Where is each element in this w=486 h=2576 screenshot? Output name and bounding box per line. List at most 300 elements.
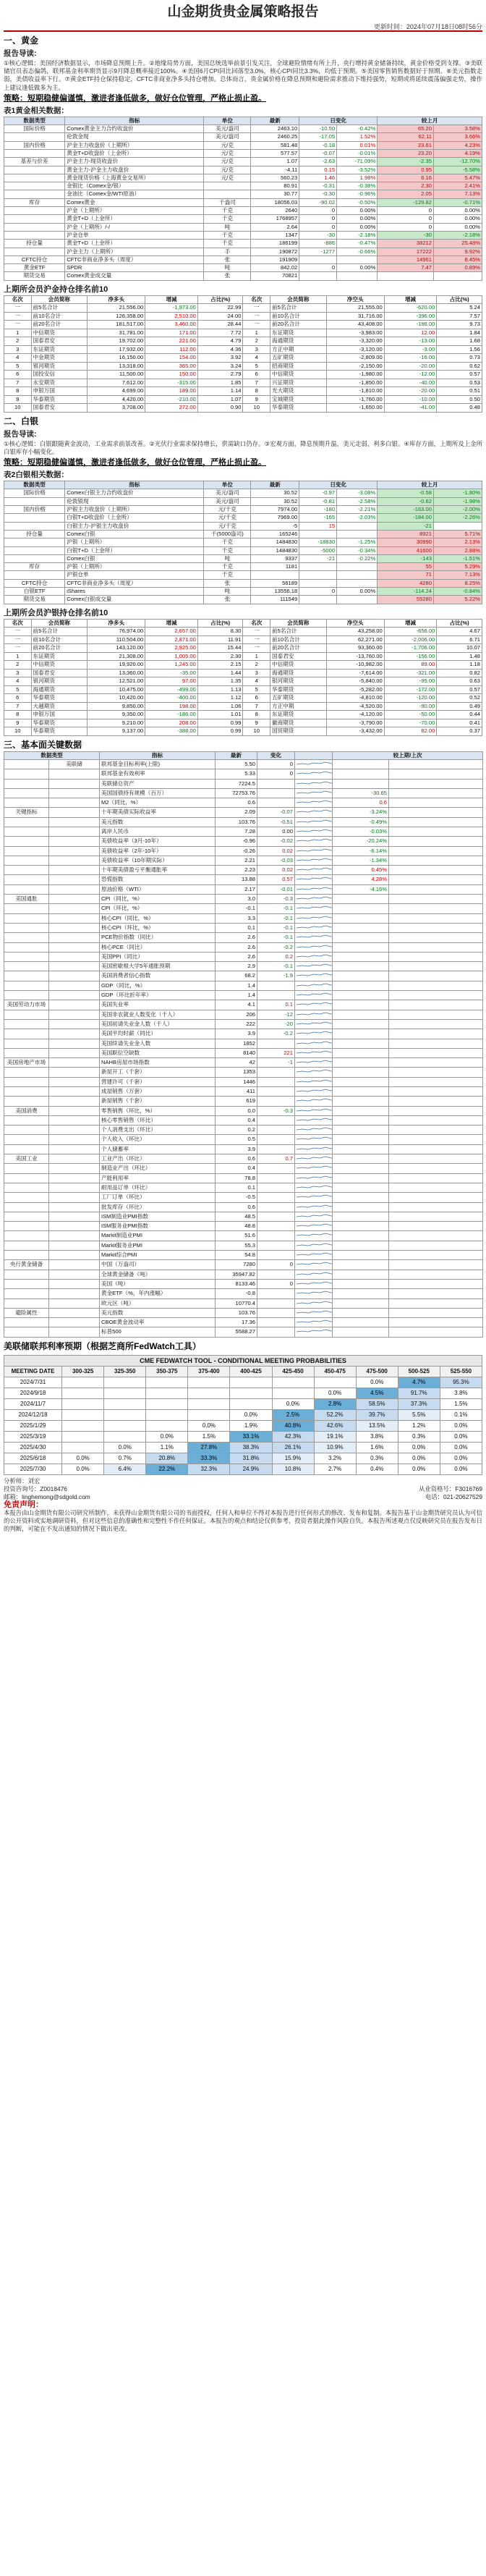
silver-rank-cell: 东证期货	[31, 652, 88, 661]
macro-sparkline	[295, 884, 333, 894]
macro-cell-c: 核心CPI（同比，%）	[100, 913, 216, 923]
gold-rank-cell: 东证期货	[31, 345, 88, 354]
macro-row	[4, 1173, 483, 1183]
macro-table-header: 数据类型 指标 最新 变化 较上期/上次	[4, 751, 483, 759]
silver-rank-cell: 五矿期货	[270, 694, 327, 703]
macro-change-bar	[389, 769, 483, 779]
macro-row	[4, 1279, 483, 1288]
macro-cell-p	[333, 1135, 389, 1144]
gold-cell-m: 9.92%	[433, 248, 482, 256]
silver-rank-cell: 2,871.00	[145, 635, 198, 644]
gold-rank-cell: 一	[4, 321, 32, 329]
fedwatch-prob-cell	[62, 1442, 104, 1453]
silver-cell-ind: Comex白银主力合约收盘价	[65, 489, 204, 497]
gold-cell-last: 1768957	[251, 215, 299, 223]
silver-rank-cell: 3	[4, 669, 32, 677]
macro-cell-v: 4.1	[216, 1000, 257, 1010]
gold-cell-unit: 吨	[204, 264, 251, 272]
gold-rank-cell: -210.00	[145, 395, 198, 404]
macro-sparkline	[295, 1270, 333, 1279]
macro-cell-p	[333, 991, 389, 1000]
macro-change-bar	[389, 1000, 483, 1010]
silver-rank-cell: 银河期货	[31, 677, 88, 686]
gold-cell-m: 0.00%	[433, 215, 482, 223]
macro-change-bar	[389, 875, 483, 884]
disclaimer-text: 本报告由山金期货有限公司研究所制作，未获得山金期货有限公司的书面授权，任何人和单位不得对本报告进行任何形式的修改、发布和复制。本报告基于山金期货研究员认为可信的公开资料或实地调研资料，但对这些信息的准确性和完整性不作任何保证。本报告的观点和结论仅供参考，投资者据此操作风险自负。本报告所述观点仅反映研究员在报告发布日的判断，可能在不发出通知的情况下做出更改。	[4, 1508, 482, 1533]
silver-row	[4, 489, 482, 497]
macro-cell-ch	[257, 1202, 295, 1212]
silver-cell-unit: 千克	[204, 546, 251, 554]
macro-sparkline	[295, 1298, 333, 1308]
gold-cell-cat	[4, 231, 65, 239]
macro-cell-v: 78.8	[216, 1173, 257, 1183]
macro-cell-ch	[257, 1298, 295, 1308]
gold-cell-w: 0.00%	[337, 223, 378, 231]
silver-cell-cat: 国际价格	[4, 489, 65, 497]
invest-consult-no: 投资咨询号：Z0018476	[4, 1485, 67, 1492]
macro-cell-a	[4, 1241, 49, 1250]
macro-cell-v: 48.8	[216, 1222, 257, 1231]
macro-cell-ch: -0.02	[257, 837, 295, 846]
macro-change-bar	[389, 866, 483, 875]
macro-row	[4, 1318, 483, 1327]
silver-cell-d	[299, 596, 337, 604]
silver-cell-cat	[4, 522, 65, 530]
gold-rank-cell: -3,983.00	[326, 329, 384, 337]
gold-rank-cell: 中信期货	[31, 329, 88, 337]
gold-rank-cell: 3,708.00	[88, 404, 145, 413]
fedwatch-prob-cell	[188, 1409, 230, 1420]
gold-rank-cell: 华泰期货	[270, 404, 327, 413]
macro-cell-a	[4, 971, 49, 981]
silver-rank-cell: 9,850.00	[88, 702, 145, 711]
silver-rank-cell: 208.00	[145, 719, 198, 727]
gold-cell-m: 3.66%	[433, 133, 482, 141]
silver-cell-ind: CFTC非商业净多头（周度）	[65, 579, 204, 587]
macro-row	[4, 933, 483, 942]
silver-rank-cell: 前20名合计	[31, 644, 88, 653]
macro-cell-c: PCE物价指数（同比）	[100, 933, 216, 942]
macro-sparkline	[295, 1039, 333, 1048]
gold-rank-cell: 0.51	[437, 387, 482, 396]
report-footer	[4, 1477, 482, 1534]
silver-cell-unit: 张	[204, 579, 251, 587]
fedwatch-prob-cell	[188, 1398, 230, 1409]
gold-rank-cell: 1	[4, 329, 32, 337]
fedwatch-prob-cell: 0.0%	[440, 1420, 482, 1431]
fedwatch-prob-cell: 52.2%	[314, 1409, 356, 1420]
macro-cell-v: 2.09	[216, 808, 257, 817]
macro-cell-a	[4, 1318, 49, 1327]
fedwatch-row	[4, 1388, 482, 1398]
silver-cell-cat	[4, 539, 65, 546]
gold-row	[4, 223, 482, 231]
silver-rank-cell: 110,504.00	[88, 635, 145, 644]
macro-cell-p	[333, 1260, 389, 1270]
silver-rank-hd-cell: 占比(%)	[197, 619, 243, 628]
macro-cell-v: 51.6	[216, 1231, 257, 1241]
macro-cell-b	[49, 837, 100, 846]
gold-rank-cell: 申银万国	[31, 387, 88, 396]
macro-cell-b	[49, 1193, 100, 1202]
macro-sparkline	[295, 971, 333, 981]
macro-change-bar	[389, 1222, 483, 1231]
macro-row	[4, 1193, 483, 1202]
gold-rank-cell: 21,556.00	[88, 304, 145, 313]
gold-row	[4, 166, 482, 174]
macro-cell-v: 55.3	[216, 1241, 257, 1250]
fedwatch-table	[4, 1355, 482, 1475]
gold-row	[4, 141, 482, 149]
silver-rank-cell: -70.00	[384, 719, 437, 727]
gold-rank-cell: -13.00	[384, 337, 437, 346]
gold-rank-cell: 7.57	[437, 312, 482, 321]
macro-row	[4, 788, 483, 798]
macro-cell-c: 美国非农就业人数变化（千人）	[100, 1010, 216, 1019]
macro-cell-a	[4, 788, 49, 798]
silver-cell-d	[299, 579, 337, 587]
macro-row	[4, 1126, 483, 1135]
macro-cell-v: 0.0	[216, 1106, 257, 1115]
macro-cell-c: Markit服务业PMI	[100, 1241, 216, 1250]
fedwatch-hd-cell: 375-400	[188, 1366, 230, 1377]
macro-cell-v: 5588.27	[216, 1327, 257, 1337]
macro-cell-c: 新屋销售（千套）	[100, 1097, 216, 1106]
silver-cell-d: -18830	[299, 539, 337, 546]
macro-cell-ch	[257, 1164, 295, 1173]
macro-row	[4, 1068, 483, 1077]
macro-cell-c: 美国PPI（同比）	[100, 952, 216, 961]
gold-data-table	[4, 117, 482, 281]
gold-cell-w2: 17222	[378, 248, 434, 256]
silver-cell-m: -0.84%	[433, 588, 482, 596]
fedwatch-prob-cell: 95.3%	[440, 1377, 482, 1388]
macro-change-bar	[389, 808, 483, 817]
silver-cell-w2: 8921	[378, 530, 434, 538]
gold-cell-w: -2.18%	[337, 231, 378, 239]
gold-rank-cell: 21,555.00	[326, 304, 384, 313]
macro-cell-ch: 0	[257, 759, 295, 769]
silver-rank-cell: 15.44	[197, 644, 243, 653]
macro-cell-v: 13.88	[216, 875, 257, 884]
macro-cell-b	[49, 1164, 100, 1173]
gold-cell-w2: 23.20	[378, 150, 434, 158]
macro-cell-a	[4, 1048, 49, 1057]
macro-cell-a: 美国通胀	[4, 895, 49, 904]
macro-sparkline	[295, 1279, 333, 1288]
gold-cell-w2: 0	[378, 223, 434, 231]
macro-cell-a	[4, 827, 49, 836]
gold-cell-unit: 千克	[204, 231, 251, 239]
macro-cell-a	[4, 769, 49, 779]
macro-change-bar	[389, 846, 483, 856]
macro-cell-p	[333, 1202, 389, 1212]
gold-row	[4, 198, 482, 206]
gold-rank-cell: 方正中期	[270, 345, 327, 354]
gold-cell-d: -0.18	[299, 141, 337, 149]
macro-cell-c: 全球黄金储备（吨）	[100, 1270, 216, 1279]
macro-sparkline	[295, 1077, 333, 1086]
macro-change-bar	[389, 1077, 483, 1086]
gold-rank-cell: 2.79	[197, 371, 243, 379]
macro-cell-a: 美国消费	[4, 1106, 49, 1115]
silver-cell-w2: -0.58	[378, 489, 434, 497]
gold-rank-cell: 28.44	[197, 321, 243, 329]
silver-cell-w2: 41600	[378, 546, 434, 554]
gold-cell-ind: CFTC非商业净多头（周度）	[65, 256, 204, 263]
fedwatch-prob-cell: 5.5%	[398, 1409, 440, 1420]
silver-rank-cell: -95.00	[384, 677, 437, 686]
macro-cell-a: 央行黄金储备	[4, 1260, 49, 1270]
silver-rank-cell: 2,925.00	[145, 644, 198, 653]
macro-cell-ch: -0.1	[257, 923, 295, 932]
gold-rank-cell: -1,980.00	[326, 371, 384, 379]
silver-rank-cell: 9,350.00	[88, 711, 145, 719]
macro-sparkline	[295, 866, 333, 875]
silver-rank-cell: 10	[4, 727, 32, 736]
silver-rank-row	[4, 661, 482, 670]
macro-cell-a	[4, 1289, 49, 1298]
macro-change-bar	[389, 942, 483, 952]
gold-cell-unit: 元/克	[204, 174, 251, 182]
fedwatch-prob-cell: 40.8%	[272, 1420, 314, 1431]
gold-row	[4, 207, 482, 215]
macro-cell-p	[333, 1068, 389, 1077]
silver-cell-w	[337, 563, 378, 571]
macro-data-table	[4, 751, 483, 1338]
fedwatch-prob-cell: 42.6%	[314, 1420, 356, 1431]
macro-sparkline	[295, 1106, 333, 1115]
macro-cell-p	[333, 759, 389, 769]
gold-rank-cell: 24.00	[197, 312, 243, 321]
macro-cell-v: 103.76	[216, 1308, 257, 1317]
silver-rank-cell: 8.30	[197, 628, 243, 636]
macro-row	[4, 1270, 483, 1279]
macro-cell-a	[4, 1135, 49, 1144]
gold-cell-cat	[4, 174, 65, 182]
silver-cell-d: -180	[299, 506, 337, 514]
gold-rank-row	[4, 329, 482, 337]
gold-rank-cell: -41.00	[384, 404, 437, 413]
gold-rank-cell: 16,150.00	[88, 354, 145, 363]
gold-cell-ind: Comex黄金	[65, 198, 204, 206]
macro-cell-v: 2.6	[216, 952, 257, 961]
macro-row	[4, 1144, 483, 1154]
silver-rank-cell: -35.00	[145, 669, 198, 677]
macro-cell-b	[49, 1115, 100, 1125]
silver-rank-cell: 8	[4, 711, 32, 719]
silver-rank-cell: -156.00	[384, 652, 437, 661]
gold-cell-unit: 美元/盎司	[204, 133, 251, 141]
macro-cell-b	[49, 913, 100, 923]
silver-cell-d: -0.81	[299, 497, 337, 505]
silver-rank-cell: 0.41	[437, 719, 482, 727]
silver-rank-cell: 10	[243, 727, 270, 736]
gold-cell-w: -0.38%	[337, 182, 378, 190]
gold-cell-last: 581.48	[251, 141, 299, 149]
silver-cell-last: 1484830	[251, 539, 299, 546]
macro-cell-v: 2.6	[216, 942, 257, 952]
macro-cell-b	[49, 923, 100, 932]
macro-cell-p	[333, 923, 389, 932]
macro-sparkline	[295, 1241, 333, 1250]
macro-cell-p	[333, 1193, 389, 1202]
analyst-name: 分析师：刘宏	[4, 1477, 40, 1485]
macro-cell-p	[333, 1183, 389, 1192]
macro-sparkline	[295, 1260, 333, 1270]
silver-cell-m: -2.00%	[433, 506, 482, 514]
macro-change-bar	[389, 1270, 483, 1279]
macro-cell-a	[4, 1077, 49, 1086]
silver-cell-w2: -0.62	[378, 497, 434, 505]
gold-rank-cell: 0.57	[437, 371, 482, 379]
silver-cell-m: -1.98%	[433, 497, 482, 505]
gold-cell-w2: 0	[378, 207, 434, 215]
macro-row	[4, 942, 483, 952]
silver-cell-cat	[4, 571, 65, 579]
macro-cell-ch: -0.01	[257, 884, 295, 894]
fedwatch-prob-cell	[146, 1388, 188, 1398]
silver-cell-ind: 白银T+D收盘价（上金所）	[65, 514, 204, 522]
silver-rank-cell: 徽商期货	[270, 719, 327, 727]
fedwatch-prob-cell: 42.3%	[272, 1431, 314, 1442]
silver-cell-w2: -184.00	[378, 514, 434, 522]
fedwatch-prob-cell: 2.7%	[314, 1464, 356, 1474]
macro-cell-c: NAHB房屋市场指数	[100, 1058, 216, 1068]
gold-cell-w2: 23.61	[378, 141, 434, 149]
macro-cell-ch: -0.1	[257, 962, 295, 971]
gold-cell-last: 560.23	[251, 174, 299, 182]
silver-rank-cell: 4	[243, 677, 270, 686]
macro-sparkline	[295, 1251, 333, 1260]
silver-rank-cell: 82.00	[384, 727, 437, 736]
gold-row	[4, 174, 482, 182]
macro-cell-c: 美国平均时薪（同比）	[100, 1029, 216, 1039]
macro-change-bar	[389, 827, 483, 836]
macro-row	[4, 846, 483, 856]
macro-cell-c: ISM制造业PMI指数	[100, 1212, 216, 1221]
fedwatch-prob-cell	[272, 1377, 314, 1388]
gold-rank-cell: 150.00	[145, 371, 198, 379]
gold-cell-d: -1277	[299, 248, 337, 256]
silver-rank-cell: -13,760.00	[326, 652, 384, 661]
gold-row	[4, 158, 482, 166]
macro-change-bar	[389, 884, 483, 894]
gold-rank-cell: 国泰君安	[31, 337, 88, 346]
macro-row	[4, 1298, 483, 1308]
macro-cell-v: 2.9	[216, 962, 257, 971]
macro-cell-b	[49, 769, 100, 779]
gold-rank-cell: 8	[243, 387, 270, 396]
macro-cell-a	[4, 1202, 49, 1212]
gold-cell-m: -12.70%	[433, 158, 482, 166]
silver-cell-w: -0.34%	[337, 546, 378, 554]
silver-cell-last	[251, 571, 299, 579]
macro-cell-ch: 0	[257, 1260, 295, 1270]
silver-cell-unit: 千克	[204, 563, 251, 571]
silver-cell-unit: 张	[204, 596, 251, 604]
gold-cell-unit: 张	[204, 272, 251, 280]
silver-rank-row	[4, 694, 482, 703]
macro-cell-v: 1353	[216, 1068, 257, 1077]
silver-cell-ind: 伦敦银现	[65, 497, 204, 505]
fedwatch-prob-cell: 0.4%	[356, 1464, 398, 1474]
gold-rank-cell: 前20名合计	[31, 321, 88, 329]
macro-cell-c: CPI（环比，%）	[100, 904, 216, 913]
macro-sparkline	[295, 1068, 333, 1077]
macro-cell-b	[49, 1298, 100, 1308]
macro-cell-v: 0.1	[216, 923, 257, 932]
gold-rank-cell: -315.00	[145, 379, 198, 387]
fedwatch-prob-cell	[146, 1420, 188, 1431]
macro-change-bar	[389, 1298, 483, 1308]
silver-cell-w	[337, 530, 378, 538]
fedwatch-prob-cell	[230, 1388, 272, 1398]
gold-rank-cell: -10.00	[384, 395, 437, 404]
gold-rank-cell: 126,358.00	[88, 312, 145, 321]
macro-cell-c: 营建许可（千套）	[100, 1077, 216, 1086]
gold-rank-hd-cell: 增减	[384, 295, 437, 304]
gold-cell-unit: 美元/盎司	[204, 125, 251, 133]
macro-cell-a	[4, 1039, 49, 1048]
gold-rank-cell: 4	[243, 354, 270, 363]
silver-cell-ind: 沪银主力收盘价（上期所）	[65, 506, 204, 514]
macro-cell-b	[49, 1068, 100, 1077]
fedwatch-prob-cell	[62, 1388, 104, 1398]
gold-rank-cell: 19,702.00	[88, 337, 145, 346]
macro-sparkline	[295, 895, 333, 904]
macro-cell-b	[49, 991, 100, 1000]
gold-cell-last: 842.02	[251, 264, 299, 272]
fedwatch-prob-cell: 0.0%	[104, 1442, 146, 1453]
gold-rank-cell: -620.00	[384, 304, 437, 313]
macro-change-bar	[389, 962, 483, 971]
macro-cell-a	[4, 1270, 49, 1279]
macro-cell-v: 0.6	[216, 1154, 257, 1164]
macro-cell-p	[333, 769, 389, 779]
gold-cell-m: -2.18%	[433, 231, 482, 239]
macro-cell-a	[4, 1298, 49, 1308]
fedwatch-row	[4, 1453, 482, 1464]
fedwatch-prob-cell: 0.1%	[440, 1409, 482, 1420]
macro-cell-p	[333, 1270, 389, 1279]
gold-rank-cell: -3,120.00	[326, 345, 384, 354]
update-time: 更新时间：2024年07月18日08时56分	[4, 22, 482, 32]
macro-cell-p	[333, 1173, 389, 1183]
gold-rank-cell: -2,150.00	[326, 362, 384, 371]
silver-cell-cat	[4, 514, 65, 522]
macro-change-bar	[389, 913, 483, 923]
gold-cell-m: 5.47%	[433, 174, 482, 182]
macro-cell-b	[49, 1077, 100, 1086]
gold-cell-cat	[4, 215, 65, 223]
fedwatch-header-row	[4, 1366, 482, 1377]
silver-cell-w: -3.08%	[337, 489, 378, 497]
silver-cell-w2: -163.00	[378, 506, 434, 514]
macro-cell-a	[4, 1279, 49, 1288]
macro-cell-c: 原油价格（WTI）	[100, 884, 216, 894]
macro-cell-c: 美国密歇根大学5年通胀预期	[100, 962, 216, 971]
gold-rank-table	[4, 295, 482, 413]
silver-cell-ind: 白银T+D（上金所）	[65, 546, 204, 554]
macro-row	[4, 1183, 483, 1192]
fedwatch-prob-cell: 0.0%	[272, 1398, 314, 1409]
macro-cell-p	[333, 1251, 389, 1260]
silver-rank-cell: 华泰期货	[31, 719, 88, 727]
macro-cell-c: 核心零售销售（环比）	[100, 1115, 216, 1125]
macro-cell-v: 2.6	[216, 933, 257, 942]
macro-cell-v: 1446	[216, 1077, 257, 1086]
